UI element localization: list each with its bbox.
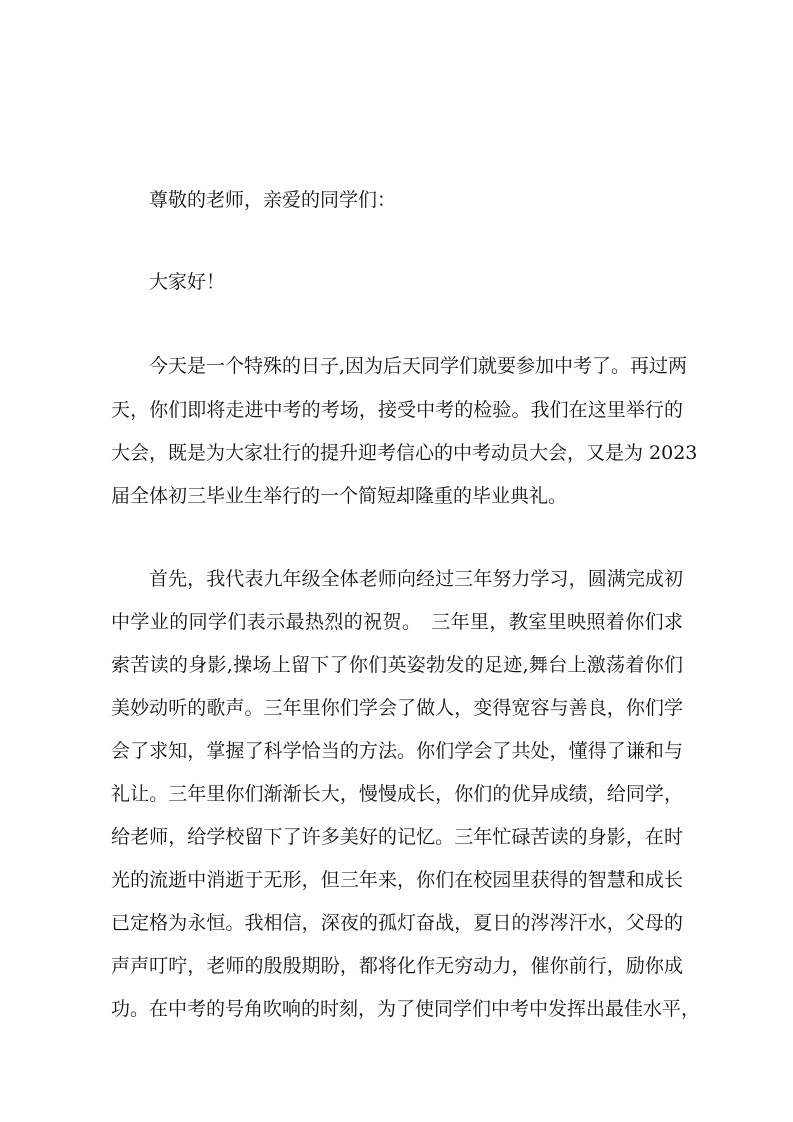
paragraph-line: 索苦读的身影,操场上留下了你们英姿勃发的足迹,舞台上激荡着你们 [111,654,683,676]
paragraph-line: 天，你们即将走进中考的考场，接受中考的检验。我们在这里举行的 [111,399,683,421]
paragraph-line: 今天是一个特殊的日子,因为后天同学们就要参加中考了。再过两 [149,355,688,377]
paragraph-line: 会了求知，掌握了科学恰当的方法。你们学会了共处，懂得了谦和与 [111,740,683,762]
greeting: 大家好！ [149,271,226,293]
paragraph-line: 美妙动听的歌声。三年里你们学会了做人，变得宽容与善良，你们学 [111,697,683,719]
paragraph-line: 已定格为永恒。我相信，深夜的孤灯奋战，夏日的涔涔汗水，父母的 [111,912,683,934]
paragraph-line: 大会，既是为大家壮行的提升迎考信心的中考动员大会，又是为 2023 [111,442,698,464]
paragraph-line: 礼让。三年里你们渐渐长大，慢慢成长，你们的优异成绩，给同学， [111,783,683,805]
paragraph-line: 光的流逝中消逝于无形，但三年来，你们在校园里获得的智慧和成长 [111,869,683,891]
paragraph-line: 首先，我代表九年级全体老师向经过三年努力学习，圆满完成初 [149,568,683,590]
salutation: 尊敬的老师，亲爱的同学们： [149,189,397,211]
paragraph-line: 届全体初三毕业生举行的一个简短却隆重的毕业典礼。 [111,485,568,507]
paragraph-line: 功。在中考的号角吹响的时刻，为了使同学们中考中发挥出最佳水平， [111,998,701,1020]
paragraph-line: 中学业的同学们表示最热烈的祝贺。 三年里，教室里映照着你们求 [111,611,683,633]
paragraph-line: 给老师，给学校留下了许多美好的记忆。三年忙碌苦读的身影，在时 [111,826,683,848]
paragraph-line: 声声叮咛，老师的殷殷期盼，都将化作无穷动力，催你前行，励你成 [111,955,683,977]
